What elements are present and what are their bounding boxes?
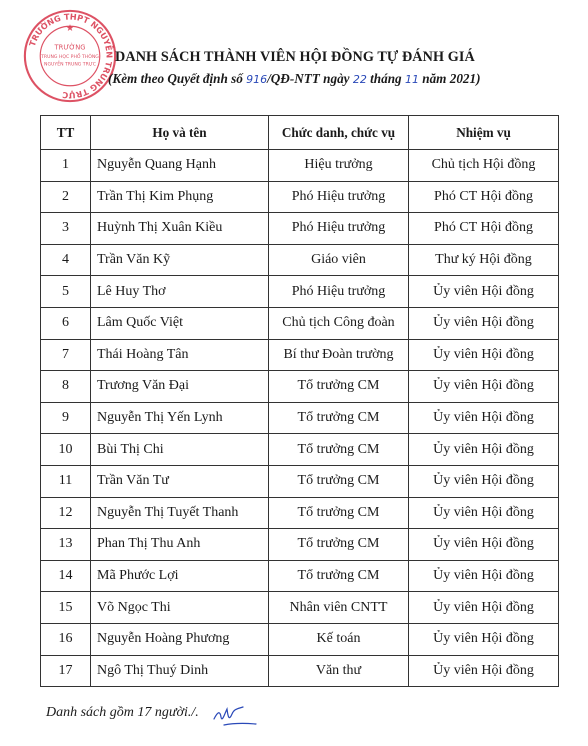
member-duty: Ủy viên Hội đồng xyxy=(409,592,559,624)
member-name: Ngô Thị Thuý Dinh xyxy=(91,655,269,687)
table-row xyxy=(41,497,559,529)
member-duty: Thư ký Hội đồng xyxy=(409,244,559,276)
members-table xyxy=(40,115,559,687)
member-duty: Ủy viên Hội đồng xyxy=(409,497,559,529)
row-number: 17 xyxy=(41,655,91,687)
table-row xyxy=(41,307,559,339)
list-summary: Danh sách gồm 17 người./. xyxy=(46,705,199,720)
member-name: Phan Thị Thu Anh xyxy=(91,529,269,561)
member-name: Nguyễn Thị Tuyết Thanh xyxy=(91,497,269,529)
member-name: Lê Huy Thơ xyxy=(91,276,269,308)
member-position: Chủ tịch Công đoàn xyxy=(269,307,409,339)
member-position: Kế toán xyxy=(269,623,409,655)
member-position: Phó Hiệu trưởng xyxy=(269,181,409,213)
row-number: 2 xyxy=(41,181,91,213)
table-row xyxy=(41,181,559,213)
row-number: 3 xyxy=(41,213,91,245)
member-duty: Ủy viên Hội đồng xyxy=(409,623,559,655)
subtitle-prefix: (Kèm theo Quyết định số xyxy=(108,71,243,86)
table-row xyxy=(41,150,559,182)
table-row xyxy=(41,560,559,592)
row-number: 5 xyxy=(41,276,91,308)
header-title: Chức danh, chức vụ xyxy=(269,116,409,150)
row-number: 1 xyxy=(41,150,91,182)
row-number: 14 xyxy=(41,560,91,592)
header-tt: TT xyxy=(41,116,91,150)
member-name: Trần Văn Tư xyxy=(91,465,269,497)
member-position: Tổ trưởng CM xyxy=(269,465,409,497)
day-handwritten: 22 xyxy=(352,73,367,86)
table-row xyxy=(41,371,559,403)
member-name: Võ Ngọc Thi xyxy=(91,592,269,624)
member-duty: Ủy viên Hội đồng xyxy=(409,655,559,687)
member-name: Nguyễn Thị Yến Lynh xyxy=(91,402,269,434)
member-name: Trần Thị Kim Phụng xyxy=(91,181,269,213)
header-name: Họ và tên xyxy=(91,116,269,150)
subtitle-mid: /QĐ-NTT ngày xyxy=(267,71,350,86)
row-number: 7 xyxy=(41,339,91,371)
table-row xyxy=(41,244,559,276)
member-duty: Ủy viên Hội đồng xyxy=(409,529,559,561)
member-name: Huỳnh Thị Xuân Kiều xyxy=(91,213,269,245)
member-duty: Ủy viên Hội đồng xyxy=(409,560,559,592)
table-row xyxy=(41,402,559,434)
member-duty: Chủ tịch Hội đồng xyxy=(409,150,559,182)
month-handwritten: 11 xyxy=(404,73,419,86)
table-row xyxy=(41,623,559,655)
table-row xyxy=(41,465,559,497)
member-duty: Ủy viên Hội đồng xyxy=(409,465,559,497)
member-position: Phó Hiệu trưởng xyxy=(269,276,409,308)
row-number: 15 xyxy=(41,592,91,624)
member-name: Nguyễn Quang Hạnh xyxy=(91,150,269,182)
row-number: 13 xyxy=(41,529,91,561)
school-seal-stamp xyxy=(22,8,118,104)
header-duty: Nhiệm vụ xyxy=(409,116,559,150)
member-position: Tổ trưởng CM xyxy=(269,434,409,466)
table-row xyxy=(41,655,559,687)
seal-star-icon: ★ xyxy=(65,23,75,35)
member-duty: Ủy viên Hội đồng xyxy=(409,276,559,308)
member-position: Phó Hiệu trưởng xyxy=(269,213,409,245)
member-duty: Ủy viên Hội đồng xyxy=(409,371,559,403)
member-name: Mã Phước Lợi xyxy=(91,560,269,592)
table-header-row xyxy=(41,116,559,150)
table-row xyxy=(41,339,559,371)
table-row xyxy=(41,592,559,624)
row-number: 11 xyxy=(41,465,91,497)
row-number: 12 xyxy=(41,497,91,529)
table-row xyxy=(41,276,559,308)
row-number: 6 xyxy=(41,307,91,339)
handwritten-signature xyxy=(210,699,260,729)
seal-center-line-3: NGUYỄN TRUNG TRỰC xyxy=(44,62,96,68)
member-position: Tổ trưởng CM xyxy=(269,497,409,529)
table-row xyxy=(41,529,559,561)
row-number: 10 xyxy=(41,434,91,466)
seal-center-line-1: TRƯỜNG xyxy=(54,43,86,52)
row-number: 8 xyxy=(41,371,91,403)
member-position: Bí thư Đoàn trường xyxy=(269,339,409,371)
member-name: Thái Hoàng Tân xyxy=(91,339,269,371)
document-title: DANH SÁCH THÀNH VIÊN HỘI ĐỒNG TỰ ĐÁNH GIÁ xyxy=(115,49,475,65)
member-duty: Ủy viên Hội đồng xyxy=(409,434,559,466)
row-number: 4 xyxy=(41,244,91,276)
member-duty: Ủy viên Hội đồng xyxy=(409,307,559,339)
member-position: Tổ trưởng CM xyxy=(269,402,409,434)
member-position: Hiệu trưởng xyxy=(269,150,409,182)
subtitle-suffix: năm 2021) xyxy=(422,71,481,86)
member-duty: Phó CT Hội đồng xyxy=(409,213,559,245)
member-name: Bùi Thị Chi xyxy=(91,434,269,466)
member-duty: Phó CT Hội đồng xyxy=(409,181,559,213)
row-number: 16 xyxy=(41,623,91,655)
table-row xyxy=(41,434,559,466)
member-name: Nguyễn Hoàng Phương xyxy=(91,623,269,655)
member-position: Nhân viên CNTT xyxy=(269,592,409,624)
row-number: 9 xyxy=(41,402,91,434)
member-position: Tổ trưởng CM xyxy=(269,371,409,403)
member-name: Lâm Quốc Việt xyxy=(91,307,269,339)
month-label: tháng xyxy=(370,71,402,86)
member-position: Tổ trưởng CM xyxy=(269,529,409,561)
member-duty: Ủy viên Hội đồng xyxy=(409,402,559,434)
seal-ring-text: TRƯỜNG THPT NGUYỄN TRUNG TRỰC xyxy=(26,11,115,101)
member-name: Trần Văn Kỹ xyxy=(91,244,269,276)
member-position: Tổ trưởng CM xyxy=(269,560,409,592)
document-subtitle xyxy=(108,71,568,87)
seal-center-line-2: TRUNG HỌC PHỔ THÔNG xyxy=(41,54,99,60)
member-name: Trương Văn Đại xyxy=(91,371,269,403)
member-position: Văn thư xyxy=(269,655,409,687)
member-position: Giáo viên xyxy=(269,244,409,276)
member-duty: Ủy viên Hội đồng xyxy=(409,339,559,371)
table-row xyxy=(41,213,559,245)
decision-number-handwritten: 916 xyxy=(246,73,268,86)
